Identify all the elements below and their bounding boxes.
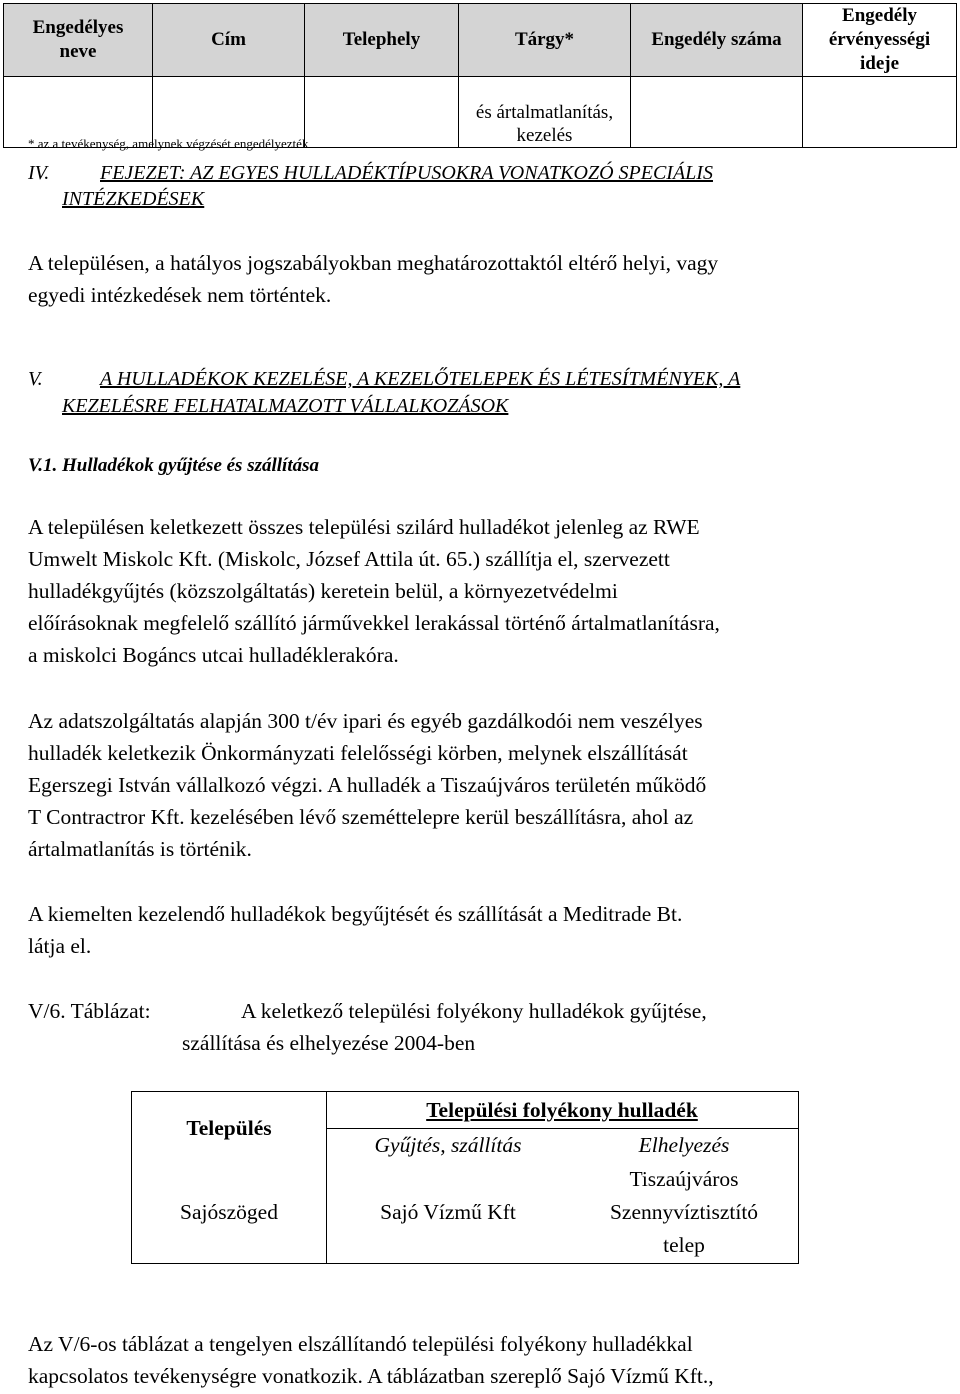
closing-paragraph (28, 1328, 714, 1392)
header-validity-line2: érvényességi (828, 29, 931, 50)
text-line: A településen, a hatályos jogszabályokban meghatározottaktól eltérő helyi, vagy (28, 251, 719, 275)
text-line: hulladékgyűjtés (közszolgáltatás) keretein belül, a környezetvédelmi (28, 579, 618, 603)
permit-table (3, 3, 957, 148)
chapter5-title-line1: A HULLADÉKOK KEZELÉSE, A KEZELŐTELEPEK ÉS LÉTESÍTMÉNYEK, A (100, 368, 741, 390)
permit-table-header-row (4, 4, 957, 77)
chapter5-number: V. (28, 368, 43, 390)
text-line: a miskolci Bogáncs utcai hulladéklerakóra. (28, 643, 399, 667)
text-line: T Contractror Kft. kezelésében lévő szeméttelepre kerül beszállításra, ahol az (28, 805, 694, 829)
text-line: Az adatszolgáltatás alapján 300 t/év ipari és egyéb gazdálkodói nem veszélyes (28, 709, 703, 733)
text-line: egyedi intézkedések nem történtek. (28, 283, 332, 307)
header-name-line1: Engedélyes (32, 17, 124, 38)
disposal-line3: telep (663, 1233, 705, 1257)
footnote: * az a tevékenység, amelynek végzését engedélyezték (28, 136, 309, 151)
header-subject: Tárgy* (459, 4, 631, 77)
subject-line1: és ártalmatlanítás, (475, 102, 614, 123)
header-settlement: Település (186, 1116, 272, 1140)
chapter4-title-line2: INTÉZKEDÉSEK (62, 188, 205, 210)
header-name-line2: neve (59, 41, 97, 62)
header-permit-number: Engedély száma (631, 4, 803, 77)
chapter4-number: IV. (28, 162, 50, 184)
text-line: A településen keletkezett összes települési szilárd hulladékot jelenleg az RWE (28, 515, 700, 539)
cell-site (305, 77, 459, 148)
header-validity-line1: Engedély (842, 5, 917, 26)
subject-line2: kezelés (516, 125, 573, 146)
text-line: Egerszegi István vállalkozó végzi. A hulladék a Tiszaújváros területén működő (28, 773, 707, 797)
subheader-disposal: Elhelyezés (638, 1133, 730, 1157)
section-v1-paragraph2 (28, 705, 706, 865)
cell-disposal (570, 1163, 798, 1262)
table-caption-label: V/6. Táblázat: (28, 999, 151, 1023)
text-line: látja el. (28, 934, 92, 958)
disposal-line1: Tiszaújváros (629, 1167, 739, 1191)
header-permit-holder-name (4, 4, 153, 77)
section-v1-paragraph3 (28, 898, 682, 962)
text-line: hulladék keletkezik Önkormányzati felelősségi körben, melynek elszállítását (28, 741, 688, 765)
chapter5-title-line2: KEZELÉSRE FELHATALMAZOTT VÁLLALKOZÁSOK (62, 395, 509, 417)
table-caption-line1: A keletkező települési folyékony hulladékok gyűjtése, (241, 999, 707, 1023)
cell-collector: Sajó Vízmű Kft (380, 1200, 516, 1224)
section-v1-paragraph1 (28, 511, 720, 671)
header-site: Telephely (305, 4, 459, 77)
header-validity-line3: ideje (859, 53, 900, 74)
header-address: Cím (153, 4, 305, 77)
text-line: Umwelt Miskolc Kft. (Miskolc, József Attila út. 65.) szállítja el, szervezett (28, 547, 670, 571)
text-line: A kiemelten kezelendő hulladékok begyűjtését és szállítását a Meditrade Bt. (28, 902, 683, 926)
cell-settlement: Sajószöged (180, 1200, 278, 1224)
header-validity (803, 4, 957, 77)
liquid-waste-table (131, 1091, 799, 1264)
cell-subject (459, 77, 631, 148)
text-line: Az V/6-os táblázat a tengelyen elszállítandó települési folyékony hulladékkal (28, 1332, 693, 1356)
subheader-collection: Gyűjtés, szállítás (374, 1133, 522, 1157)
section-v1-heading: V.1. Hulladékok gyűjtése és szállítása (28, 455, 320, 476)
cell-validity (803, 77, 957, 148)
chapter4-paragraph (28, 247, 718, 311)
chapter4-title-line1: FEJEZET: AZ EGYES HULLADÉKTÍPUSOKRA VONATKOZÓ SPECIÁLIS (100, 162, 713, 184)
header-liquid-waste: Települési folyékony hulladék (426, 1098, 698, 1122)
table-caption-line2: szállítása és elhelyezése 2004-ben (182, 1031, 476, 1055)
cell-number (631, 77, 803, 148)
text-line: ártalmatlanítás is történik. (28, 837, 252, 861)
disposal-line2: Szennyvíztisztító (609, 1200, 759, 1224)
text-line: előírásoknak megfelelő szállító járművekkel lerakással történő ártalmatlanításra, (28, 611, 720, 635)
text-line: kapcsolatos tevékenységre vonatkozik. A táblázatban szereplő Sajó Vízmű Kft., (28, 1364, 714, 1388)
